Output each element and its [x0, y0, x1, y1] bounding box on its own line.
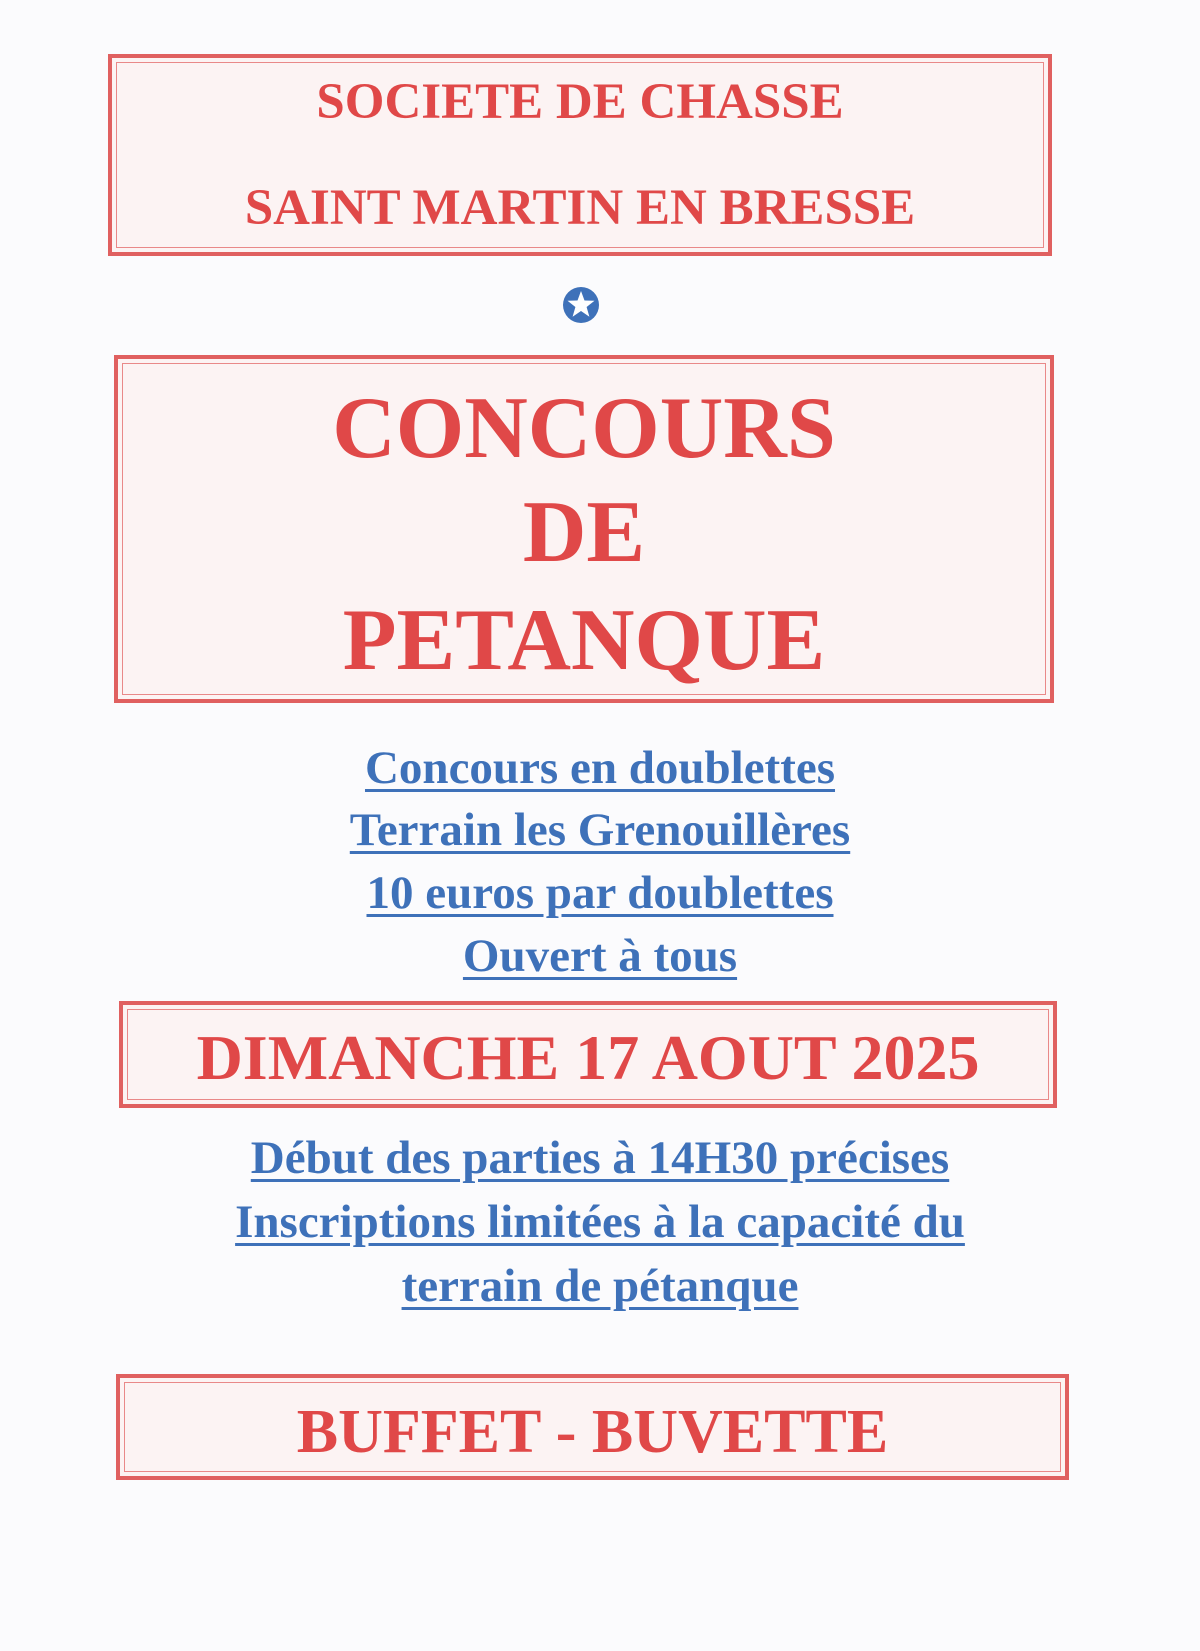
event-date-box	[119, 1001, 1057, 1108]
buffet-box	[116, 1374, 1069, 1480]
organizer-line-1: SOCIETE DE CHASSE	[316, 74, 844, 130]
event-date: DIMANCHE 17 AOUT 2025	[196, 1022, 980, 1093]
schedule-registration: Inscriptions limitées à la capacité du	[235, 1196, 965, 1248]
event-title-line-2: DE	[522, 484, 646, 581]
buffet-label: BUFFET - BUVETTE	[296, 1398, 889, 1466]
organizer-line-2: SAINT MARTIN EN BRESSE	[244, 180, 916, 236]
event-title-line-3: PETANQUE	[342, 592, 826, 689]
schedule-start: Début des parties à 14H30 précises	[250, 1132, 950, 1184]
detail-format: Concours en doublettes	[364, 742, 836, 794]
detail-venue: Terrain les Grenouillères	[349, 804, 851, 856]
star-icon	[561, 285, 601, 325]
detail-price: 10 euros par doublettes	[366, 867, 834, 919]
organizer-box	[108, 54, 1052, 256]
event-title-line-1: CONCOURS	[332, 380, 836, 477]
detail-open: Ouvert à tous	[462, 930, 738, 982]
schedule-registration-cont: terrain de pétanque	[401, 1260, 799, 1312]
event-title-box	[114, 355, 1054, 703]
